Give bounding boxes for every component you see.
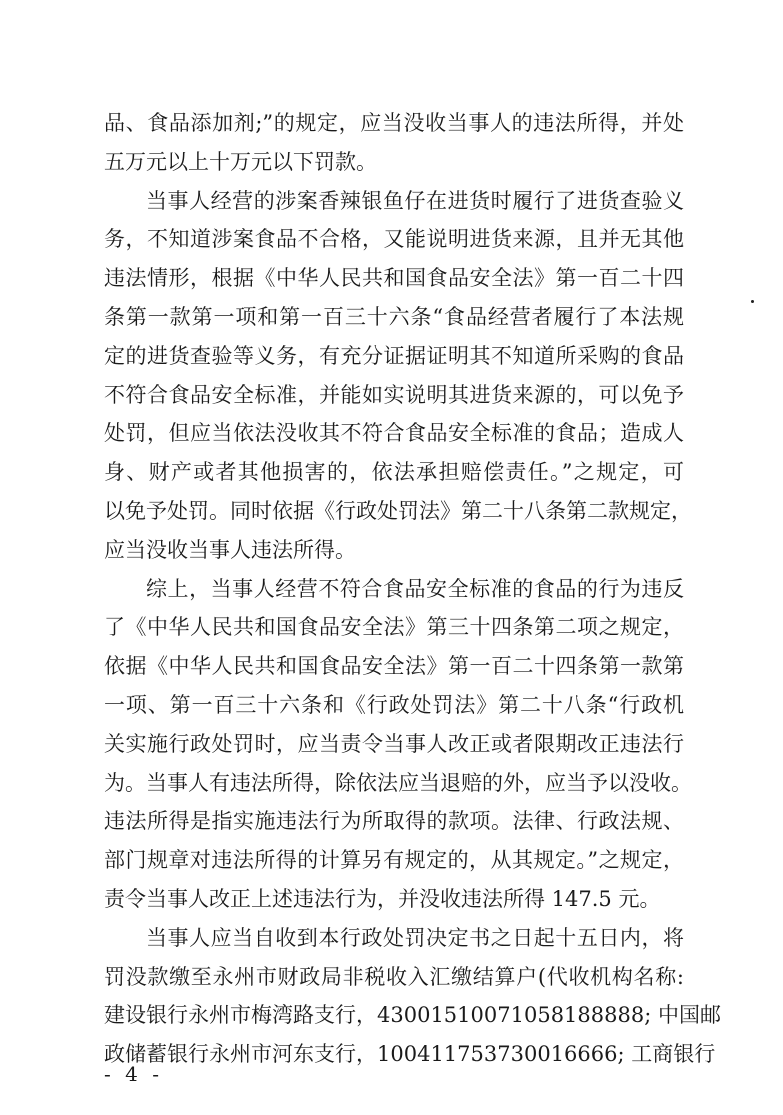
text-line: 责令当事人改正上述违法行为，并没收违法所得 147.5 元。	[104, 886, 661, 911]
document-body	[104, 104, 721, 1074]
scan-speck	[751, 300, 754, 303]
text-line: 综上，当事人经营不符合食品安全标准的食品的行为违反	[146, 576, 684, 601]
text-line: 为。当事人有违法所得，除依法应当退赔的外，应当予以没收。	[104, 770, 692, 795]
text-line: 违法情形，根据《中华人民共和国食品安全法》第一百二十四	[104, 266, 684, 291]
text-line: 以免予处罚。同时依据《行政处罚法》第二十八条第二款规定，	[104, 498, 692, 523]
text-line: 身、财产或者其他损害的，依法承担赔偿责任。”之规定，可	[104, 460, 684, 485]
text-line: 条第一款第一项和第一百三十六条“食品经营者履行了本法规	[104, 304, 684, 329]
text-line: 当事人应当自收到本行政处罚决定书之日起十五日内，将	[146, 925, 684, 950]
text-line: 政储蓄银行永州市河东支行，100411753730016666; 工商银行	[104, 1042, 716, 1067]
text-line: 当事人经营的涉案香辣银鱼仔在进货时履行了进货查验义	[146, 188, 684, 213]
text-line: 应当没收当事人违法所得。	[104, 537, 356, 562]
text-line: 不符合食品安全标准，并能如实说明其进货来源的，可以免予	[104, 382, 684, 407]
text-line: 违法所得是指实施违法行为所取得的款项。法律、行政法规、	[104, 809, 684, 834]
text-line: 了《中华人民共和国食品安全法》第三十四条第二项之规定，	[104, 615, 684, 640]
page-number: - 4 -	[104, 1062, 163, 1086]
text-line: 品、食品添加剂;”的规定，应当没收当事人的违法所得，并处	[104, 111, 684, 135]
text-line: 依据《中华人民共和国食品安全法》第一百二十四条第一款第	[104, 654, 684, 679]
text-line: 务，不知道涉案食品不合格，又能说明进货来源，且并无其他	[104, 227, 684, 252]
text-line: 建设银行永州市梅湾路支行，43001510071058188888; 中国邮	[104, 1003, 721, 1028]
text-line: 处罚，但应当依法没收其不符合食品安全标准的食品；造成人	[104, 421, 684, 446]
text-line: 罚没款缴至永州市财政局非税收入汇缴结算户(代收机构名称:	[104, 964, 684, 989]
text-line: 部门规章对违法所得的计算另有规定的，从其规定。”之规定，	[104, 848, 684, 873]
text-line: 一项、第一百三十六条和《行政处罚法》第二十八条“行政机	[104, 692, 684, 717]
text-line: 定的进货查验等义务，有充分证据证明其不知道所采购的食品	[104, 343, 684, 368]
text-line: 关实施行政处罚时，应当责令当事人改正或者限期改正违法行	[104, 731, 684, 756]
text-line: 五万元以上十万元以下罚款。	[104, 149, 377, 174]
